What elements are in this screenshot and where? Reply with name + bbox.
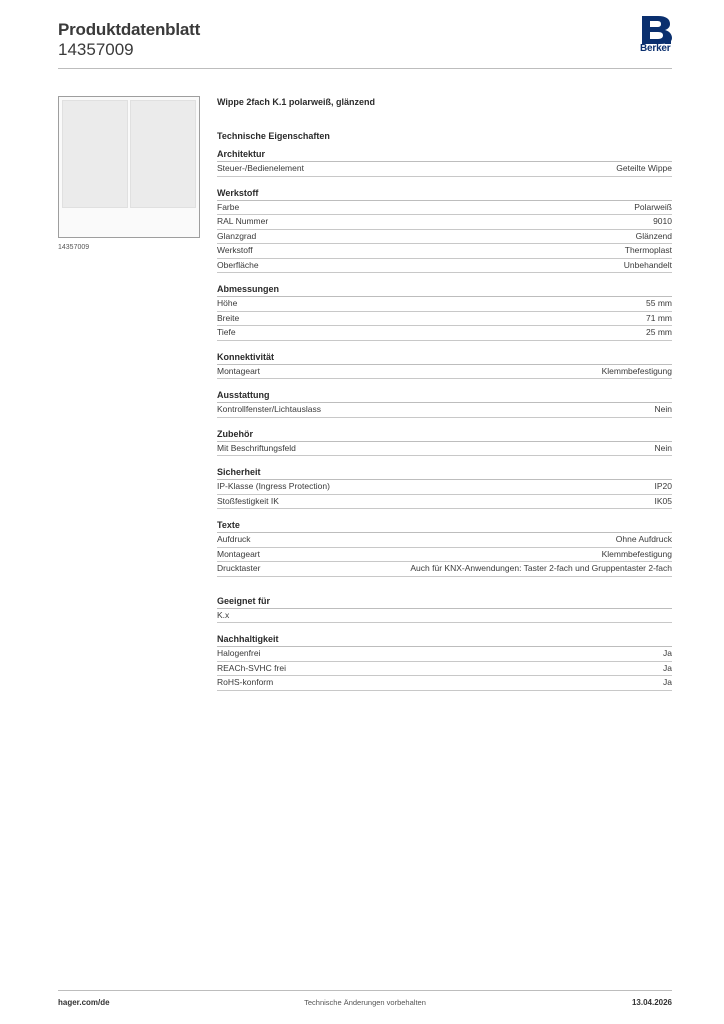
spec-row-label: Aufdruck [217,534,251,544]
spec-group [217,148,672,177]
spec-group-title: Konnektivität [217,351,672,365]
spec-row-value: Ja [663,662,672,673]
spec-row [217,676,672,691]
spec-group [217,428,672,457]
spec-group [217,595,672,624]
spec-row-label: REACh-SVHC frei [217,662,286,673]
spec-group-title: Architektur [217,148,672,162]
spec-group [217,633,672,691]
spec-row [217,647,672,662]
header-divider [58,68,672,69]
spec-row-value: Thermoplast [624,245,672,255]
spec-group-title: Sicherheit [217,466,672,480]
spec-group-title: Texte [217,519,672,533]
spec-row [217,533,672,548]
spec-row-label: Tiefe [217,327,236,337]
spec-row-value: Nein [654,404,672,414]
spec-group [217,519,672,577]
spec-row-value: 25 mm [646,327,672,337]
spec-group [217,351,672,380]
spec-row [217,365,672,380]
spec-row-label: Werkstoff [217,245,253,255]
spec-row-value: IP20 [654,481,672,491]
spec-row-value: Nein [654,442,672,453]
spec-row [217,259,672,274]
spec-row-label: IP-Klasse (Ingress Protection) [217,481,330,491]
spec-row-value: Unbehandelt [623,259,672,270]
spec-row [217,215,672,230]
berker-b-icon [640,16,674,44]
spec-row [217,609,672,624]
spec-content [217,96,672,701]
spec-group-title: Abmessungen [217,283,672,297]
spec-row-value: 9010 [653,216,672,226]
logo-text: Berker [640,43,671,54]
document-header [58,20,200,60]
spec-row [217,480,672,495]
spec-row-value: Ja [663,648,672,658]
spec-row [217,230,672,245]
spec-row-label: Drucktaster [217,563,261,573]
product-title: Wippe 2fach K.1 polarweiß, glänzend [217,97,375,107]
spec-groups [217,148,672,691]
spec-row-label: Halogenfrei [217,648,261,658]
spec-group [217,187,672,274]
footer-date: 13.04.2026 [631,998,672,1007]
spec-row-value: 55 mm [646,298,672,308]
spec-row-label: RoHS-konform [217,677,274,687]
spec-row-value: Klemmbefestigung [601,365,672,376]
spec-row-label: Montageart [217,365,260,376]
footer-website: hager.com/de [58,998,110,1007]
spec-row-value: Polarweiß [634,201,672,212]
spec-row-label: Farbe [217,201,240,212]
spec-group-title: Nachhaltigkeit [217,633,672,647]
berker-logo [640,16,674,56]
product-image [58,96,200,238]
spec-row-value: Ohne Aufdruck [615,534,672,544]
spec-row-label: Breite [217,312,240,323]
spec-row-label: Höhe [217,298,238,308]
footer-note: Technische Änderungen vorbehalten [304,998,426,1007]
spec-heading: Technische Eigenschaften [217,131,330,141]
spec-row-label: Mit Beschriftungsfeld [217,442,296,453]
spec-row-value: Auch für KNX-Anwendungen: Taster 2-fach und Gruppentaster 2-fach [410,563,672,573]
spec-row-label: Stoßfestigkeit IK [217,495,279,506]
spec-row-value: Glänzend [635,230,672,241]
spec-group-title: Werkstoff [217,187,672,201]
spec-row [217,244,672,259]
rocker-left-plate [62,100,128,208]
spec-row-value: IK05 [654,495,672,506]
spec-row [217,548,672,563]
spec-group-title: Zubehör [217,428,672,442]
spec-row [217,562,672,577]
spec-row-value: Geteilte Wippe [616,163,672,173]
spec-row [217,662,672,677]
spec-row [217,162,672,177]
product-number: 14357009 [58,40,134,59]
rocker-right-plate [130,100,196,208]
spec-group-title: Ausstattung [217,389,672,403]
spec-row-label: Steuer-/Bedienelement [217,163,304,173]
footer-divider [58,990,672,991]
image-caption: 14357009 [58,244,90,251]
spec-row-label: Montageart [217,548,260,559]
spec-row-label: RAL Nummer [217,216,269,226]
spec-row [217,403,672,418]
spec-row [217,201,672,216]
spec-group [217,389,672,418]
spec-row-value: 71 mm [646,312,672,323]
spec-row [217,442,672,457]
spec-row-label: Oberfläche [217,259,259,270]
spec-row [217,495,672,510]
spec-group [217,466,672,509]
spec-row-label: Glanzgrad [217,230,257,241]
spec-row-value: Klemmbefestigung [601,548,672,559]
spec-row [217,297,672,312]
spec-row-label: Kontrollfenster/Lichtauslass [217,404,321,414]
spec-row-value: Ja [663,677,672,687]
spec-row [217,326,672,341]
spec-group-title: Geeignet für [217,595,672,609]
spec-row-label: K.x [217,609,230,620]
spec-group [217,283,672,341]
spec-row [217,312,672,327]
document-title: Produktdatenblatt [58,20,201,39]
